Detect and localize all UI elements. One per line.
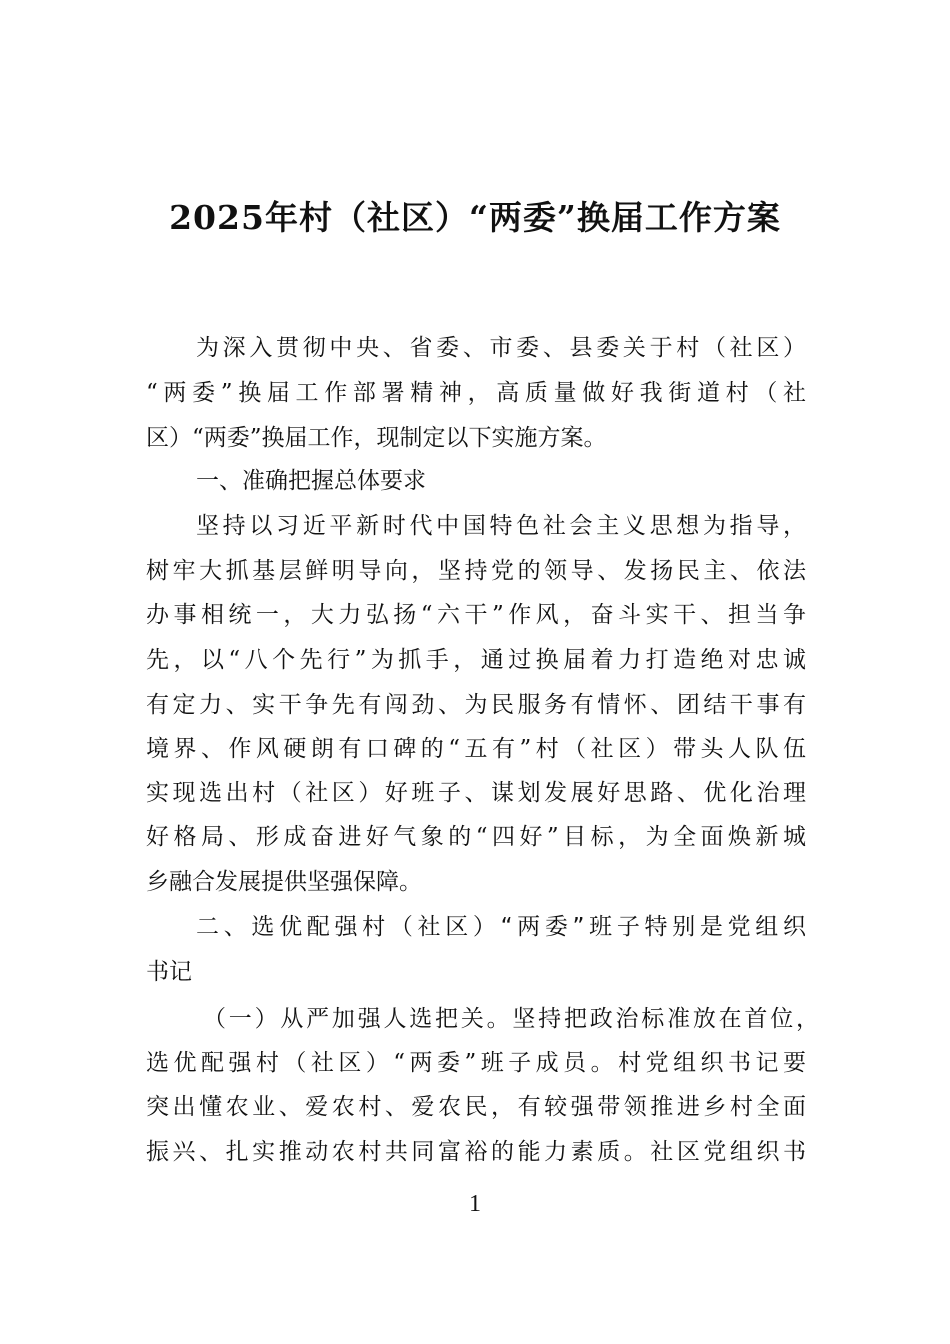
document-title: 2025年村（社区）“两委”换届工作方案: [169, 198, 781, 237]
section-1-line-7: 实现选出村（社区）好班子、谋划发展好思路、优化治理: [146, 780, 806, 806]
intro-line-2: “两委”换届工作部署精神，高质量做好我街道村（社: [146, 380, 806, 406]
intro-line-3: 区）“两委”换届工作，现制定以下实施方案。: [146, 425, 607, 451]
section-1-heading: 一、准确把握总体要求: [196, 468, 426, 494]
section-1-line-1: 坚持以习近平新时代中国特色社会主义思想为指导，: [196, 513, 806, 539]
page-number: 1: [469, 1191, 481, 1217]
section-2-line-3: 突出懂农业、爱农村、爱农民，有较强带领推进乡村全面: [146, 1094, 806, 1120]
section-1-line-9: 乡融合发展提供坚强保障。: [146, 869, 422, 895]
section-2-heading-line-1: 二、选优配强村（社区）“两委”班子特别是党组织: [196, 914, 806, 940]
intro-line-1: 为深入贯彻中央、省委、市委、县委关于村（社区）: [196, 335, 806, 361]
section-1-line-4: 先，以“八个先行”为抓手，通过换届着力打造绝对忠诚: [146, 647, 806, 673]
section-2-line-4: 振兴、扎实推动农村共同富裕的能力素质。社区党组织书: [146, 1139, 806, 1165]
section-2-line-2: 选优配强村（社区）“两委”班子成员。村党组织书记要: [146, 1050, 806, 1076]
section-1-line-6: 境界、作风硬朗有口碑的“五有”村（社区）带头人队伍: [146, 736, 806, 762]
section-1-line-3: 办事相统一，大力弘扬“六干”作风，奋斗实干、担当争: [146, 602, 806, 628]
section-1-line-5: 有定力、实干争先有闯劲、为民服务有情怀、团结干事有: [146, 692, 806, 718]
section-2-line-1: （一）从严加强人选把关。坚持把政治标准放在首位，: [203, 1006, 819, 1032]
section-2-heading-line-2: 书记: [146, 959, 192, 985]
section-1-line-2: 树牢大抓基层鲜明导向，坚持党的领导、发扬民主、依法: [146, 558, 806, 584]
section-1-line-8: 好格局、形成奋进好气象的“四好”目标，为全面焕新城: [146, 824, 806, 850]
